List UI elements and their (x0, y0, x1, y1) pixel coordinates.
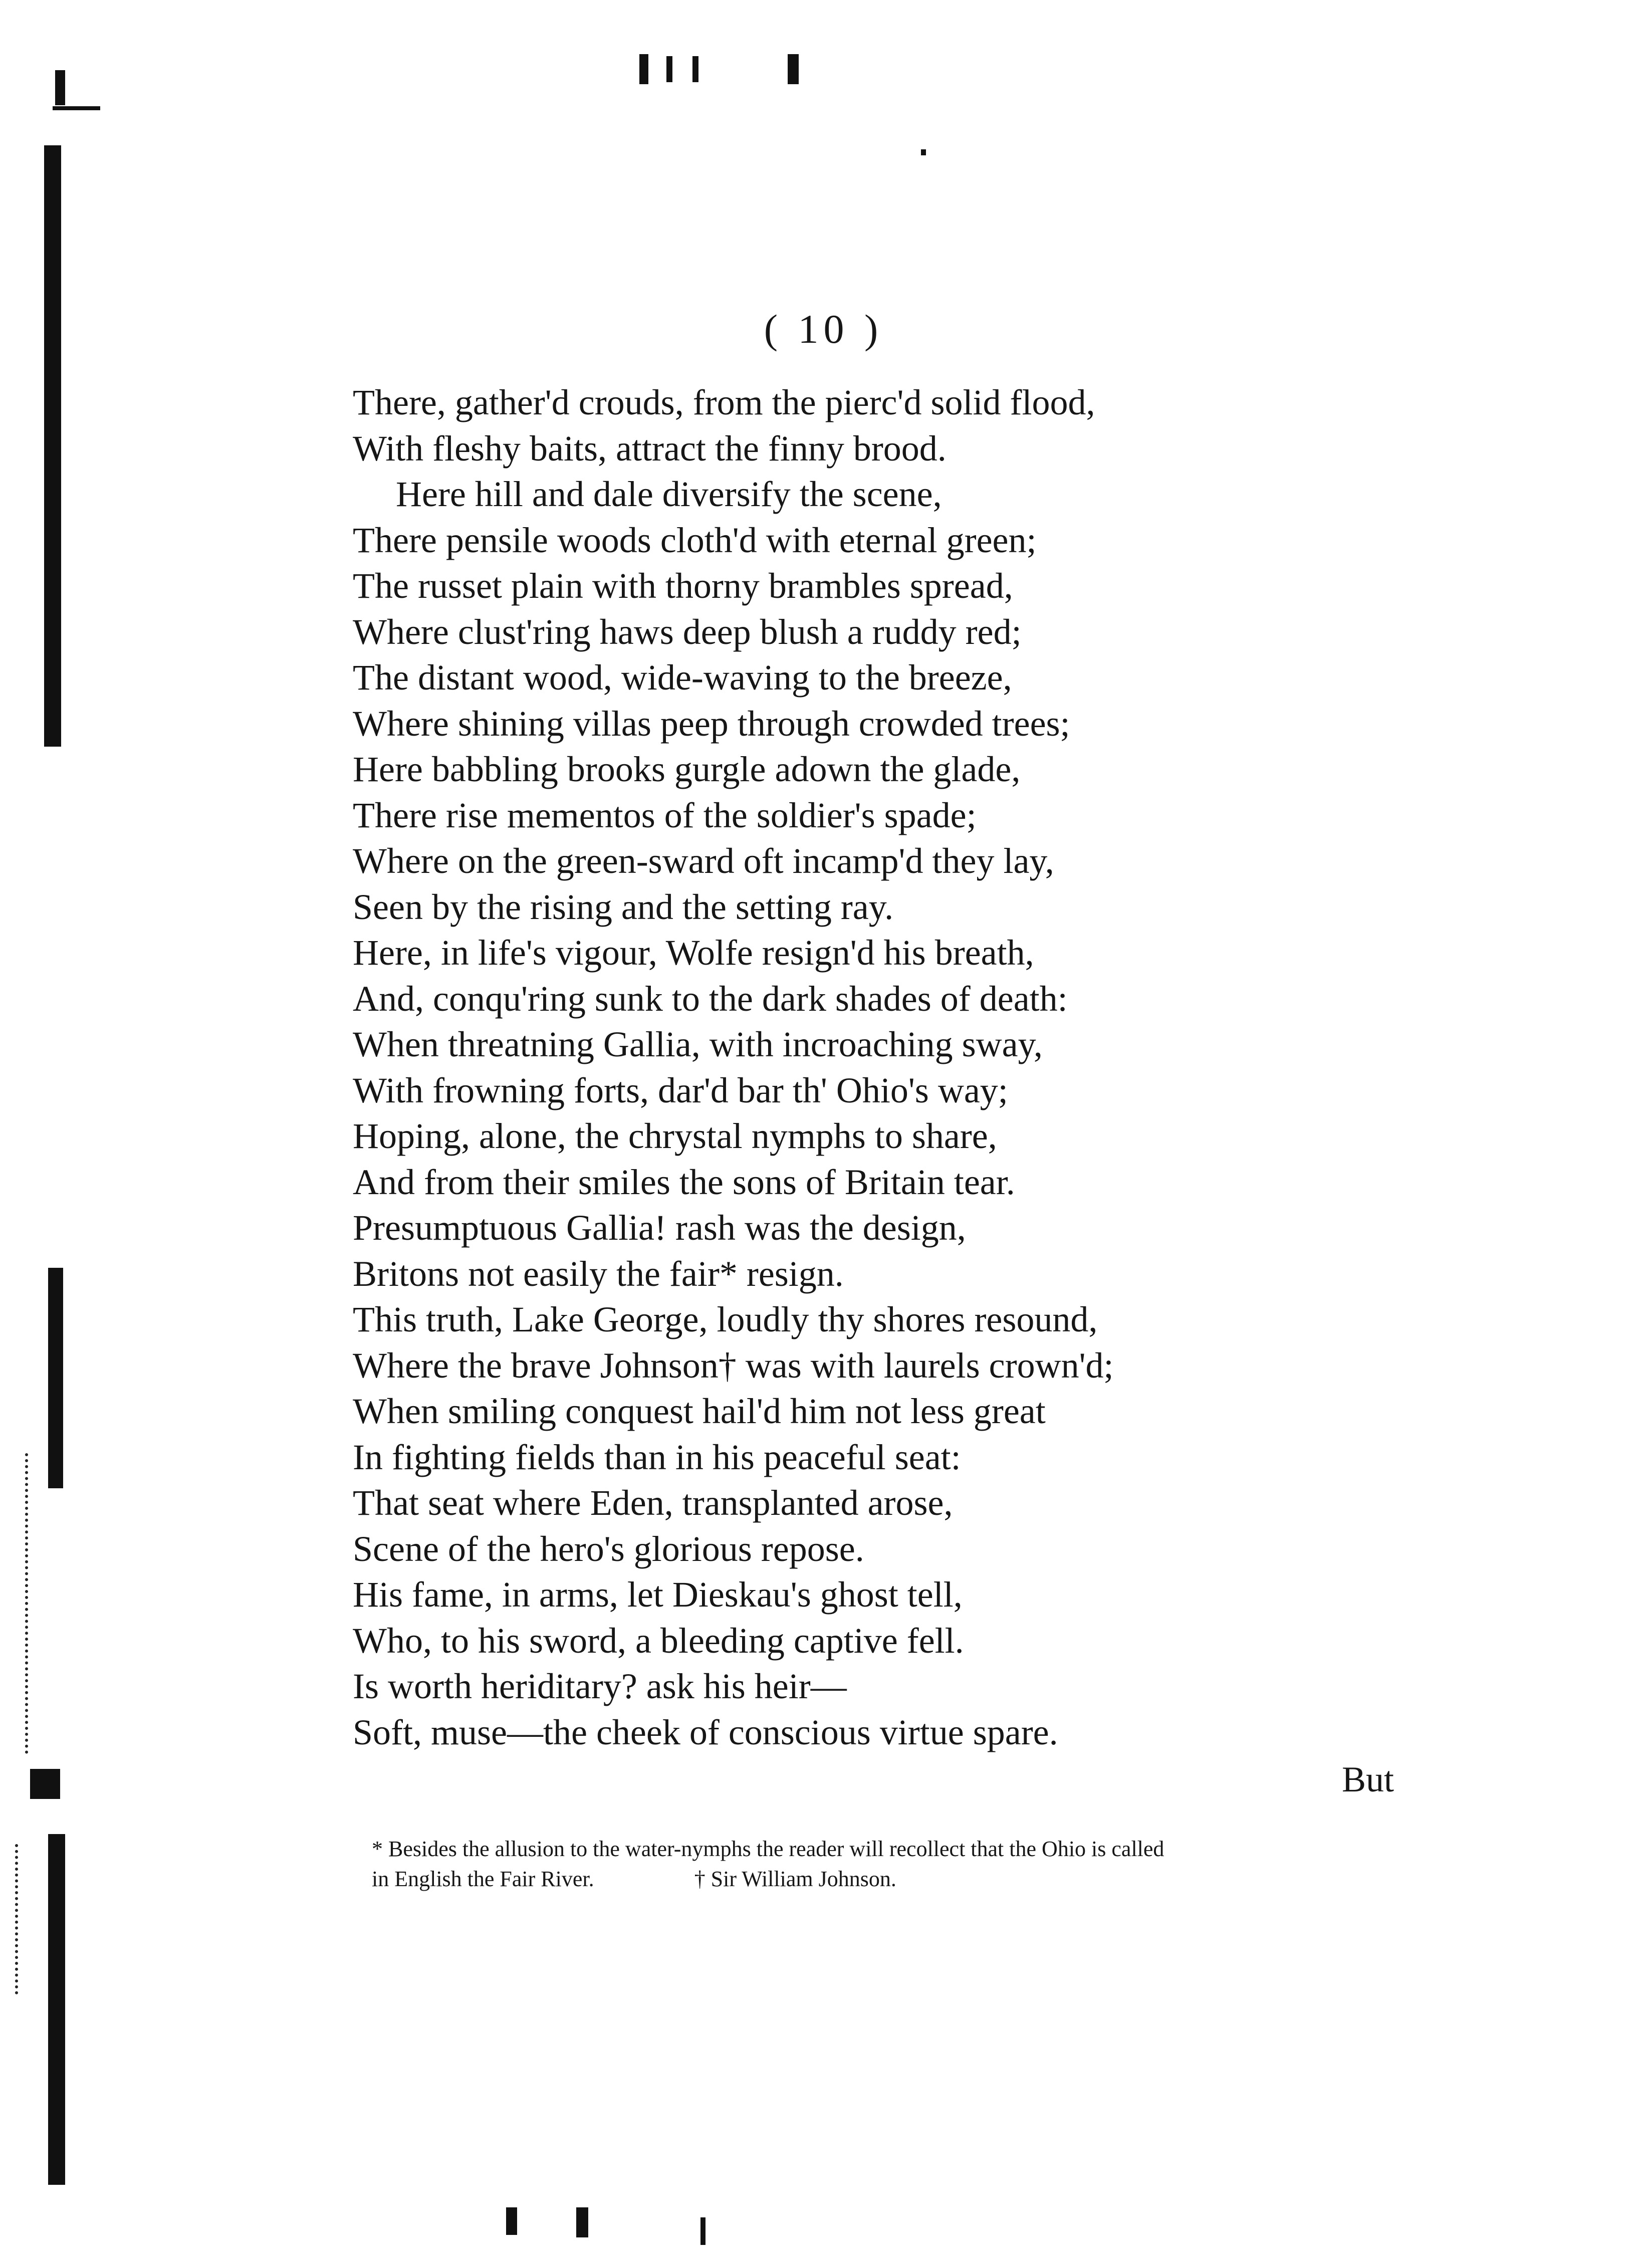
scan-mark-bottom-2 (576, 2207, 588, 2237)
poem-line: Hoping, alone, the chrystal nymphs to share, (353, 1116, 997, 1156)
poem-line: Who, to his sword, a bleeding captive fell. (353, 1620, 964, 1661)
poem-line: Here hill and dale diversify the scene, (396, 474, 942, 514)
scan-edge-bar-low (48, 1834, 65, 2185)
footnote-line-2 (372, 1864, 1424, 1894)
poem-line: The russet plain with thorny brambles spread, (353, 566, 1013, 606)
scan-edge-tick (55, 70, 65, 105)
poem-line: Where clust'ring haws deep blush a ruddy red; (353, 611, 1022, 652)
poem-line: Where on the green-sward oft incamp'd they lay, (353, 841, 1054, 881)
poem-line: Scene of the hero's glorious repose. (353, 1528, 864, 1569)
scan-edge-bar-mid (48, 1268, 63, 1488)
footnote-fair-river: in English the Fair River. (372, 1867, 594, 1891)
page-number: ( 10 ) (764, 306, 883, 352)
scan-edge-dots-2 (15, 1844, 18, 1994)
scan-mark-top-3 (692, 56, 698, 82)
poem-line: With frowning forts, dar'd bar th' Ohio's way; (353, 1070, 1008, 1110)
poem-line: There rise mementos of the soldier's spade; (353, 795, 977, 835)
poem-line: This truth, Lake George, loudly thy shores resound, (353, 1299, 1098, 1339)
poem-line: Presumptuous Gallia! rash was the design, (353, 1208, 966, 1248)
poem-line: And, conqu'ring sunk to the dark shades of death: (353, 978, 1068, 1019)
poem-line: With fleshy baits, attract the finny brood. (353, 428, 947, 469)
poem-line: There pensile woods cloth'd with eternal green; (353, 520, 1037, 560)
poem-line: Where shining villas peep through crowded trees; (353, 703, 1070, 744)
poem-line: Here, in life's vigour, Wolfe resign'd his breath, (353, 933, 1034, 973)
scan-mark-top-4 (788, 54, 799, 84)
poem-line: In fighting fields than in his peaceful seat: (353, 1437, 961, 1477)
poem-line: Seen by the rising and the setting ray. (353, 886, 894, 927)
poem-text (353, 380, 1430, 1755)
poem-line: Britons not easily the fair* resign. (353, 1253, 844, 1294)
scan-edge-notch (30, 1769, 60, 1799)
poem-line: Soft, muse—the cheek of conscious virtue spare. (353, 1712, 1058, 1752)
poem-line: The distant wood, wide-waving to the breeze, (353, 657, 1012, 698)
poem-line: Here babbling brooks gurgle adown the glade, (353, 749, 1021, 789)
poem-line: And from their smiles the sons of Britain tear. (353, 1162, 1015, 1202)
scan-mark-dot (921, 149, 926, 155)
scan-mark-bottom-3 (700, 2217, 705, 2245)
poem-line: When threatning Gallia, with incroaching sway, (353, 1024, 1043, 1064)
poem-line: There, gather'd crouds, from the pierc'd solid flood, (353, 382, 1095, 422)
catchword: But (1341, 1759, 1394, 1799)
poem-line: His fame, in arms, let Dieskau's ghost tell, (353, 1574, 963, 1615)
scan-mark-bottom-1 (506, 2207, 517, 2235)
scan-edge-rule (53, 106, 100, 110)
scan-mark-top-2 (666, 56, 672, 82)
scan-edge-bar-top (44, 145, 61, 747)
poem-line: When smiling conquest hail'd him not less great (353, 1391, 1046, 1431)
poem-line: Where the brave Johnson† was with laurels crown'd; (353, 1345, 1114, 1386)
footnotes (372, 1834, 1424, 1894)
footnote-line: * Besides the allusion to the water-nymphs the reader will recollect that the Ohio is called (372, 1837, 1164, 1861)
poem-line: Is worth heriditary? ask his heir— (353, 1666, 847, 1706)
footnote-sir-william-johnson: † Sir William Johnson. (694, 1867, 896, 1891)
scan-mark-top-1 (639, 54, 648, 84)
poem-line: That seat where Eden, transplanted arose, (353, 1483, 953, 1523)
scan-edge-dots (25, 1453, 28, 1754)
